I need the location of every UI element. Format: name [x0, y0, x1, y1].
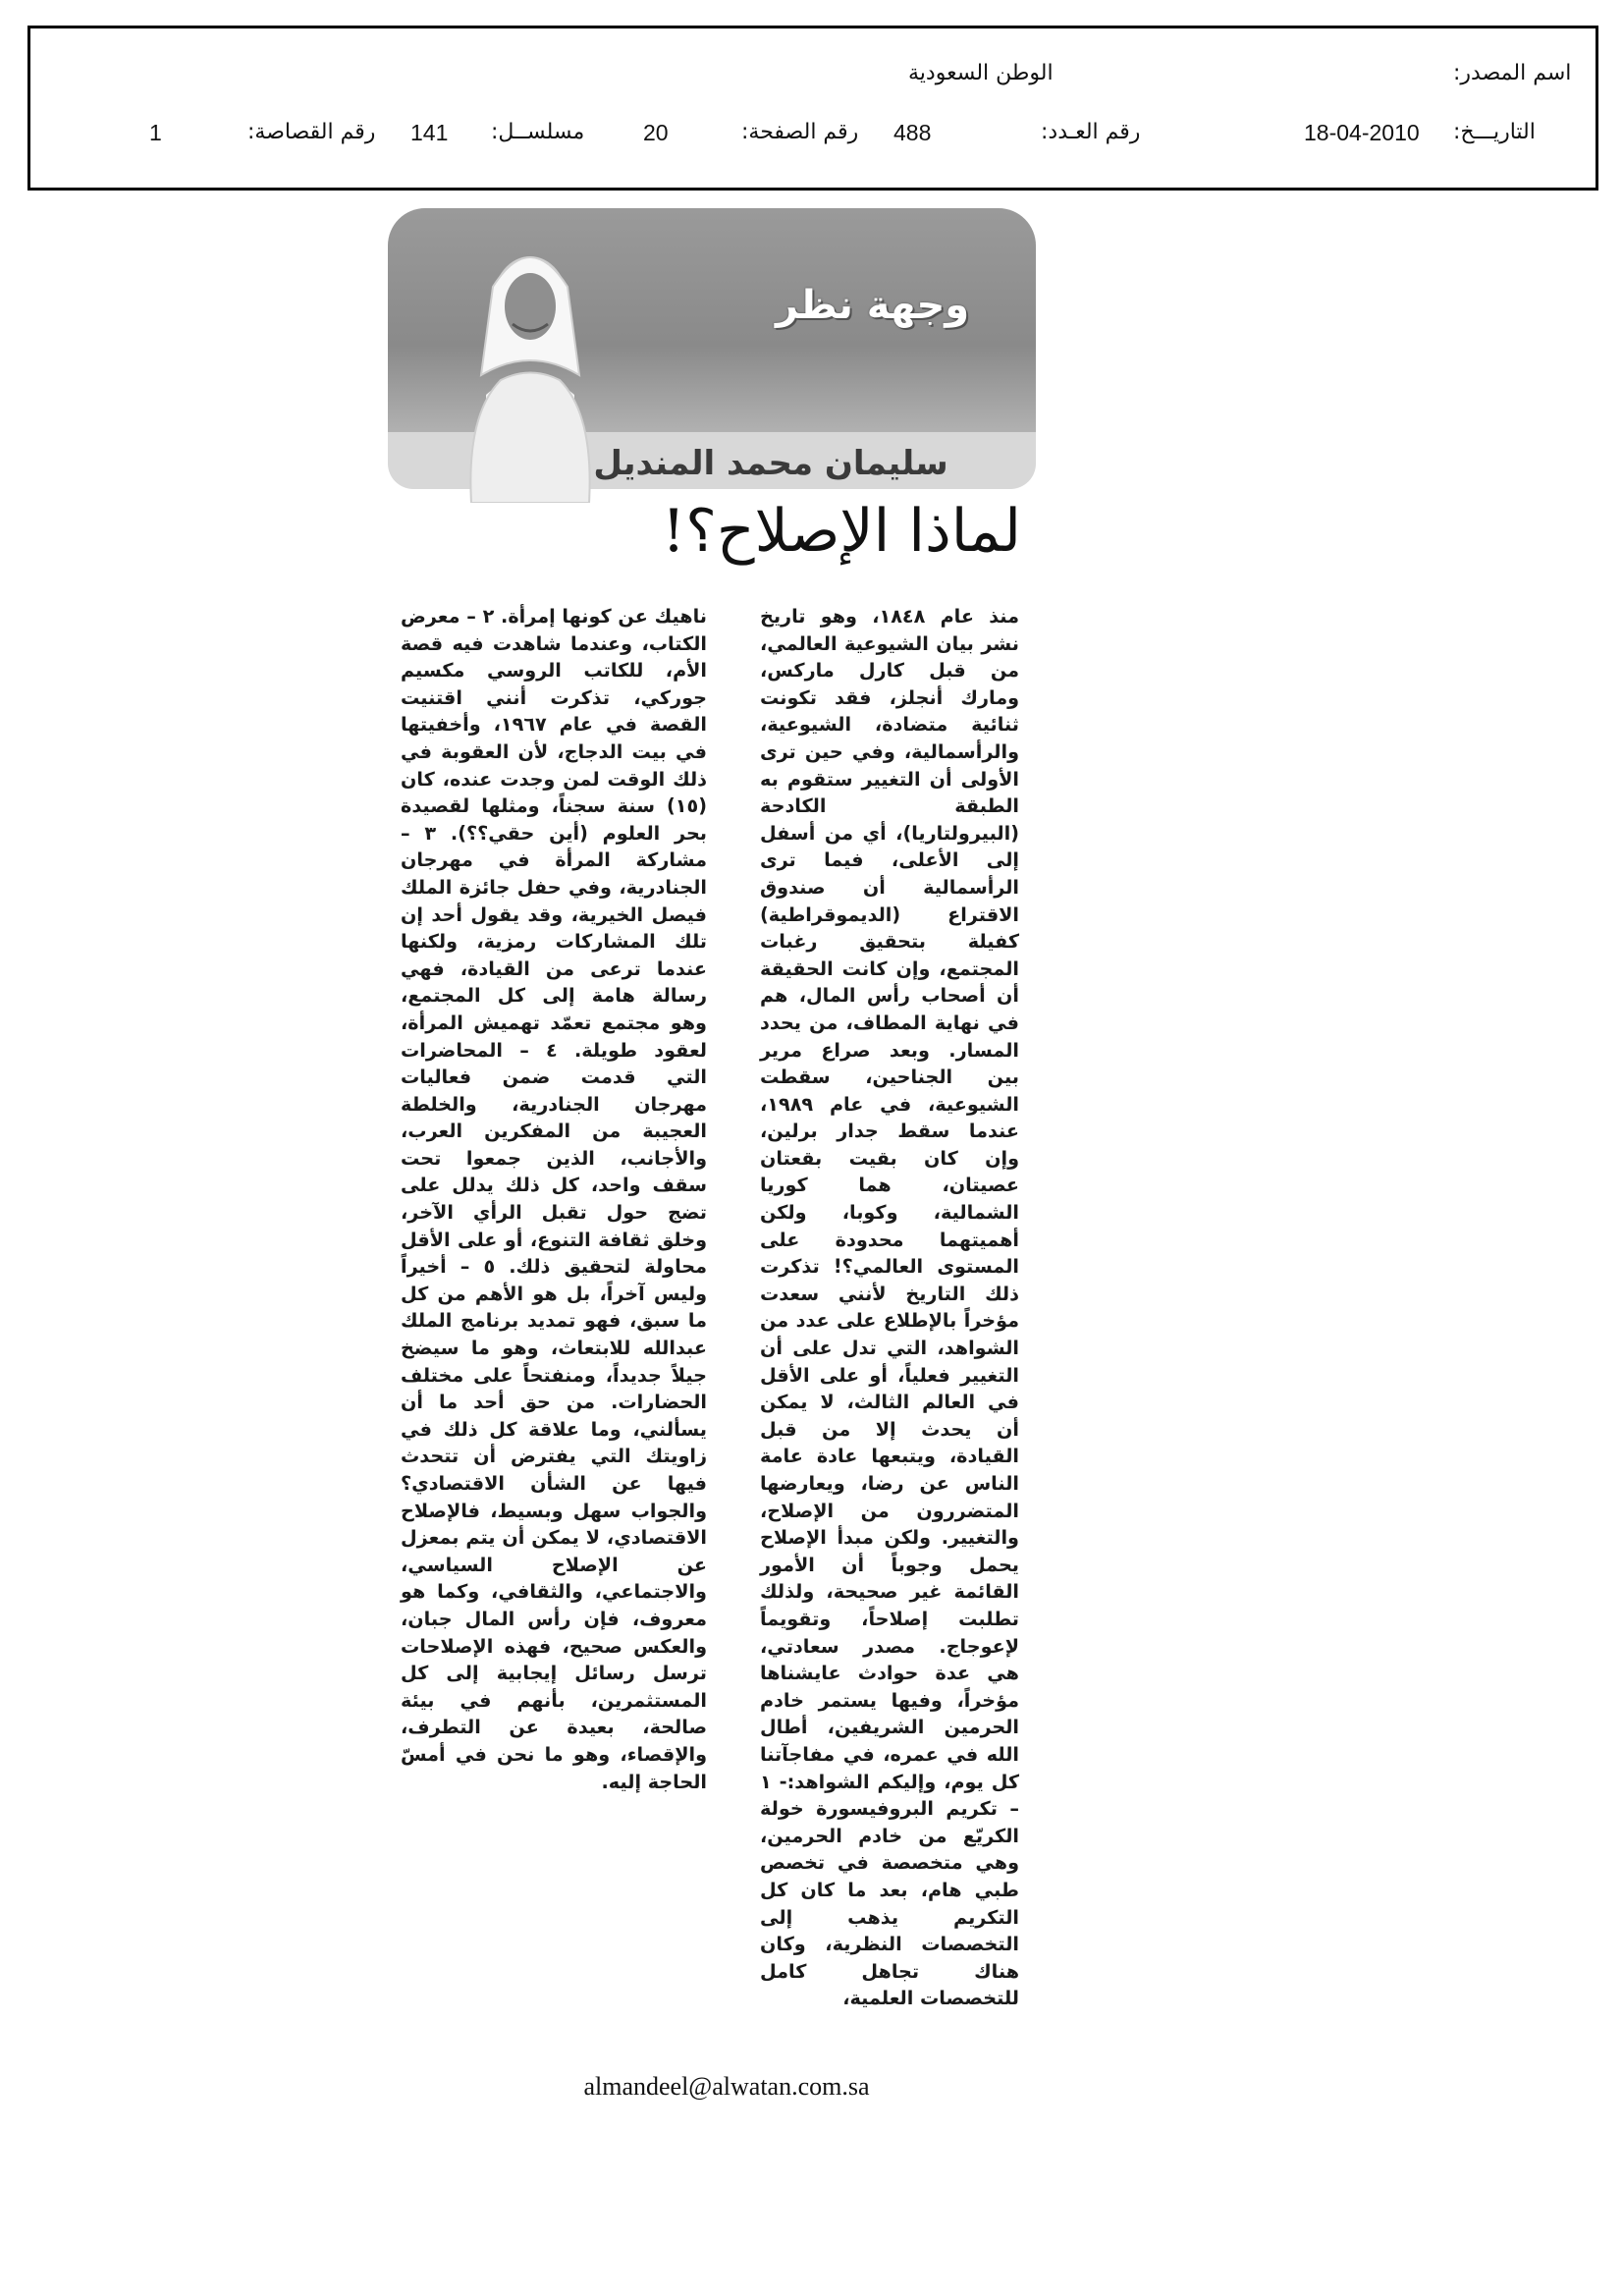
issue-label: رقم العـدد: [1041, 120, 1141, 144]
author-email: almandeel@alwatan.com.sa [583, 2072, 870, 2101]
clip-value: 1 [149, 120, 162, 145]
metadata-box [27, 26, 1598, 191]
headline: لماذا الإصلاح؟! [661, 497, 1021, 566]
source-label: اسم المصدر: [1453, 61, 1572, 85]
serial-label: مسلســل: [491, 120, 585, 144]
column-tag: وجهة نظر [776, 283, 970, 328]
serial-value: 141 [410, 120, 449, 145]
source-value: الوطن السعودية [908, 61, 1054, 85]
article-column-left [401, 603, 707, 1795]
article-text-left: ناهيك عن كونها إمرأة. ٢ – معرض الكتاب، وعندما شاهدت فيه قصة الأم، للكاتب الروسي مكسيم جوركي، تذكرت أنني اقتنيت القصة في عام ١٩٦٧، وأخفيتها في بيت الدجاج، لأن العقوبة في ذلك الوقت لمن وجدت عنده، كان (١٥) سنة سجناً، ومثلها لقصيدة بحر العلوم (أين حقي؟؟). ٣ – مشاركة المرأة في مهرجان الجنادرية، وفي حفل جائزة الملك فيصل الخيرية، وقد يقول أحد إن تلك المشاركات رمزية، ولكنها عندما ترعى من القيادة، فهي رسالة هامة إلى كل المجتمع، وهو مجتمع تعمّد تهميش المرأة، لعقود طويلة. ٤ – المحاضرات التي قدمت ضمن فعاليات مهرجان الجنادرية، والخلطة العجيبة من المفكرين العرب، والأجانب، الذين جمعوا تحت سقف واحد، كل ذلك يدلل على تضج حول تقبل الرأي الآخر، وخلق ثقافة التنوع، أو على الأقل محاولة لتحقيق ذلك. ٥ – أخيراً وليس آخراً، بل هو الأهم من كل ما سبق، فهو تمديد برنامج الملك عبدالله للابتعاث، وهو ما سيضخ جيلاً جديداً، ومنفتحاً على مختلف الحضارات. من حق أحد ما أن يسألني، وما علاقة كل ذلك في زاويتك التي يفترض أن تتحدث فيها عن الشأن الاقتصادي؟ والجواب سهل وبسيط، فالإصلاح الاقتصادي، لا يمكن أن يتم بمعزل عن الإصلاح السياسي، والاجتماعي، والثقافي، وكما هو معروف، فإن رأس المال جبان، والعكس صحيح، فهذه الإصلاحات ترسل رسائل إيجابية إلى كل المستثمرين، بأنهم في بيئة صالحة، بعيدة عن التطرف، والإقصاء، وهو ما نحن في أمسّ الحاجة إليه. [401, 605, 707, 1793]
article-column-right [760, 603, 1019, 2012]
author-name: سليمان محمد المنديل [593, 444, 948, 483]
date-value: 18-04-2010 [1304, 120, 1420, 145]
date-label: التاريـــخ: [1453, 120, 1536, 144]
issue-value: 488 [893, 120, 932, 145]
article-text-right: منذ عام ١٨٤٨، وهو تاريخ نشر بيان الشيوعية العالمي، من قبل كارل ماركس، ومارك أنجلز، فقد تكونت ثنائية متضادة، الشيوعية، والرأسمالية، وفي حين ترى الأولى أن التغيير ستقوم به الطبقة الكادحة (البيرولتاريا)، أي من أسفل إلى الأعلى، فيما ترى الرأسمالية أن صندوق الاقتراع (الديموقراطية) كفيلة بتحقيق رغبات المجتمع، وإن كانت الحقيقة أن أصحاب رأس المال، هم في نهاية المطاف، من يحدد المسار. وبعد صراع مرير بين الجناحين، سقطت الشيوعية، في عام ١٩٨٩، عندما سقط جدار برلين، وإن كان بقيت بقعتان عصيتان، هما كوريا الشمالية، وكوبا، ولكن أهميتهما محدودة على المستوى العالمي؟! تذكرت ذلك التاريخ لأنني سعدت مؤخراً بالإطلاع على عدد من الشواهد، التي تدل على أن التغيير فعلياً، أو على الأقل في العالم الثالث، لا يمكن أن يحدث إلا من قبل القيادة، ويتبعها عادة عامة الناس عن رضا، ويعارضها المتضررون من الإصلاح، والتغيير. ولكن مبدأ الإصلاح يحمل وجوباً أن الأمور القائمة غير صحيحة، ولذلك تطلبت إصلاحاً، وتقويماً لإعوجاج. مصدر سعادتي، هي عدة حوادث عايشناها مؤخراً، وفيها يستمر خادم الحرمين الشريفين، أطال الله في عمره، في مفاجآتنا كل يوم، وإليكم الشواهد:- ١ – تكريم البروفيسورة خولة الكريّع من خادم الحرمين، وهي متخصصة في تخصص طبي هام، بعد ما كان كل التكريم يذهب إلى التخصصات النظرية، وكان هناك تجاهل كامل للتخصصات العلمية، [760, 605, 1019, 2010]
page-label: رقم الصفحة: [741, 120, 859, 144]
page-value: 20 [643, 120, 669, 145]
clip-label: رقم القصاصة: [247, 120, 376, 144]
